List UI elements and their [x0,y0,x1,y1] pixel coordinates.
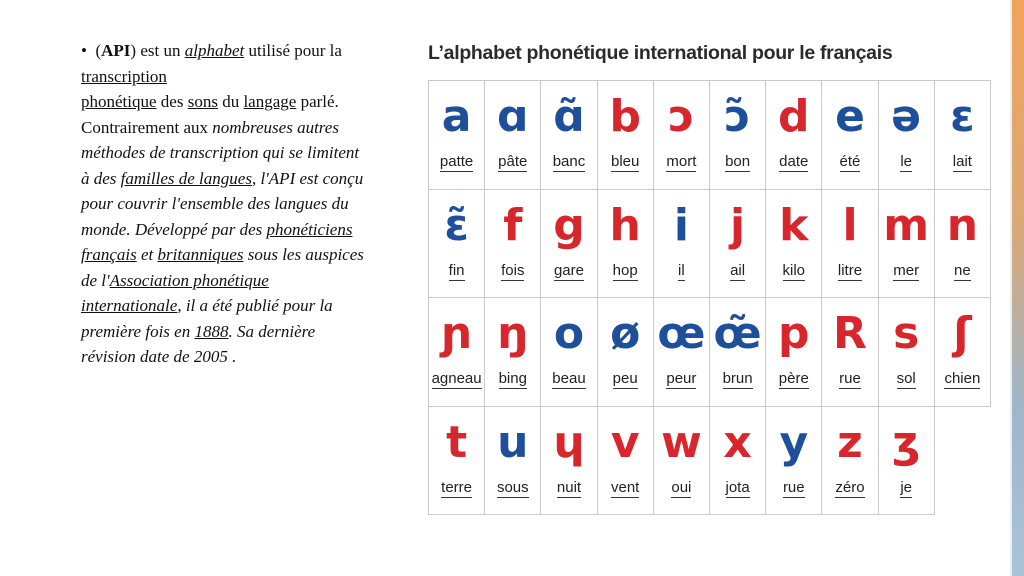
ipa-table [428,80,991,515]
example-word: beau [552,370,586,387]
ipa-cell-été [822,81,878,190]
ipa-symbol: n [946,199,979,251]
example-word: il [678,261,685,279]
ipa-cell-lait [935,81,991,190]
ipa-cell-rue [766,407,822,516]
link-langage[interactable]: langage [243,92,297,111]
link-association-phonetique[interactable]: Association phonétique internationale [81,270,269,315]
ipa-cell-patte [429,81,485,190]
bullet: • [81,41,87,60]
ipa-cell-ne [935,190,991,299]
example-word: fois [501,261,525,279]
ipa-cell-gare [541,190,597,299]
example-word: le [900,153,913,170]
ipa-symbol: ɑ [497,91,529,142]
link-britanniques[interactable]: britanniques [157,245,244,264]
example-word: ail [730,261,746,279]
ipa-cell-jota [710,407,766,516]
example-word: père [778,370,809,387]
example-word: sol [896,370,916,387]
ipa-cell-kilo [766,190,822,299]
example-word: patte [439,153,474,170]
example-word: oui [671,478,692,496]
ipa-symbol: b [609,91,641,142]
ipa-cell-terre [429,407,485,516]
ipa-symbol: ʃ [953,308,972,359]
example-word: peur [666,370,697,387]
ipa-cell-bon [710,81,766,190]
ipa-symbol: ɑ̃ [553,91,585,142]
ipa-cell-mort [654,81,710,190]
ipa-symbol: ø [610,308,641,359]
ipa-cell-père [766,298,822,407]
ipa-cell-beau [541,298,597,407]
ipa-symbol: ɔ̃ [724,91,751,142]
ipa-symbol: y [779,416,809,468]
ipa-cell-sol [879,298,935,407]
ipa-symbol: k [779,199,809,251]
api-description: • (API) est un alphabet utilisé pour la transcription phonétique des sons du langage parlé. Contrairement aux nombreuses autres méthodes de transcription qui se limitent à des familles de langues, l'API est conçu pour couvrir l'ensemble des langues du monde. Développé par des phonéticiens français et britanniques sous les auspices de l'Association phonétique internationale, il a été publié pour la première fois en 1888. Sa dernière révision date de 2005 . [81,41,364,366]
ipa-symbol: ə [891,91,922,142]
ipa-cell-le [879,81,935,190]
link-familles-de-langues[interactable]: familles de langues [120,168,252,188]
example-word: mer [893,261,920,279]
ipa-symbol: x [723,416,752,468]
example-word: vent [611,478,640,496]
example-word: bon [725,153,751,170]
ipa-cell-rue [822,298,878,407]
ipa-symbol: ʒ [892,416,921,468]
link-phonetique[interactable]: phonétique [81,92,157,111]
example-word: date [779,153,809,170]
ipa-symbol: u [497,416,529,468]
ipa-symbol: ɛ̃ [444,199,469,251]
ipa-cell-brun [710,298,766,407]
ipa-symbol: a [441,91,472,142]
ipa-cell-agneau [429,298,485,407]
ipa-cell-sous [485,407,541,516]
ipa-cell-litre [822,190,878,299]
example-word: nuit [556,478,582,496]
example-word: rue [782,478,805,496]
ipa-symbol: t [446,416,468,468]
ipa-cell-vent [598,407,654,516]
example-word: je [900,478,913,496]
side-accent-divider [1010,0,1012,576]
ipa-symbol: ɥ [553,416,585,468]
example-word: bleu [611,153,640,170]
example-word: pâte [498,153,528,170]
example-word: terre [441,478,473,496]
example-word: agneau [431,370,482,387]
ipa-symbol: p [778,308,810,359]
example-word: bing [498,370,527,387]
ipa-symbol: R [833,308,867,359]
ipa-symbol: g [553,199,585,251]
link-sons[interactable]: sons [187,92,218,111]
ipa-symbol: v [610,416,640,468]
ipa-cell-bing [485,298,541,407]
example-word: banc [552,153,586,170]
example-word: brun [722,370,753,387]
example-word: kilo [782,261,806,279]
link-phoneticiens[interactable]: phonéticiens [266,219,353,239]
ipa-symbol: l [842,199,858,251]
ipa-symbol: s [893,308,920,359]
ipa-symbol: i [673,199,689,251]
ipa-cell-oui [654,407,710,516]
side-accent-stripe [1012,0,1024,576]
example-word: peu [612,370,638,387]
example-word: ne [954,261,971,279]
example-word: fin [448,261,465,279]
example-word: chien [944,370,981,387]
ipa-table-title: L’alphabet phonétique international pour le français [428,42,893,64]
ipa-cell-fin [429,190,485,299]
example-word: litre [837,261,863,279]
example-word: mort [666,153,697,170]
ipa-symbol: œ [657,308,706,359]
example-word: sous [496,478,529,496]
ipa-symbol: f [503,199,523,251]
link-francais[interactable]: français [81,245,137,264]
example-word: jota [725,478,750,496]
example-word: rue [839,370,861,387]
ipa-symbol: œ̃ [713,308,762,359]
api-term: API [101,41,131,60]
ipa-symbol: o [553,308,585,359]
ipa-symbol: ɛ [950,91,975,142]
ipa-symbol: w [661,416,702,468]
ipa-symbol: m [883,199,930,251]
ipa-symbol: h [609,199,641,251]
ipa-cell-hop [598,190,654,299]
ipa-cell-bleu [598,81,654,190]
ipa-symbol: d [778,91,810,142]
ipa-cell-il [654,190,710,299]
ipa-cell-mer [879,190,935,299]
example-word: été [839,153,861,170]
ipa-cell-ail [710,190,766,299]
ipa-cell-peur [654,298,710,407]
ipa-symbol: z [837,416,863,468]
link-alphabet[interactable]: alphabet [184,41,245,60]
ipa-cell-fois [485,190,541,299]
example-word: gare [553,261,584,279]
ipa-cell-zéro [822,407,878,516]
ipa-symbol: ŋ [497,308,529,359]
link-1888[interactable]: 1888 [194,321,229,341]
ipa-symbol: e [835,91,865,142]
example-word: lait [952,153,972,170]
ipa-cell-je [879,407,935,516]
ipa-cell-nuit [541,407,597,516]
ipa-cell-chien [935,298,991,407]
example-word: zéro [835,478,865,496]
ipa-symbol: ɔ [668,91,695,142]
link-transcription[interactable]: transcription [81,66,167,86]
ipa-cell-peu [598,298,654,407]
ipa-symbol: ɲ [440,308,473,359]
example-word: hop [612,261,638,279]
ipa-cell-banc [541,81,597,190]
ipa-symbol: j [730,199,746,251]
ipa-cell-pâte [485,81,541,190]
ipa-cell-date [766,81,822,190]
